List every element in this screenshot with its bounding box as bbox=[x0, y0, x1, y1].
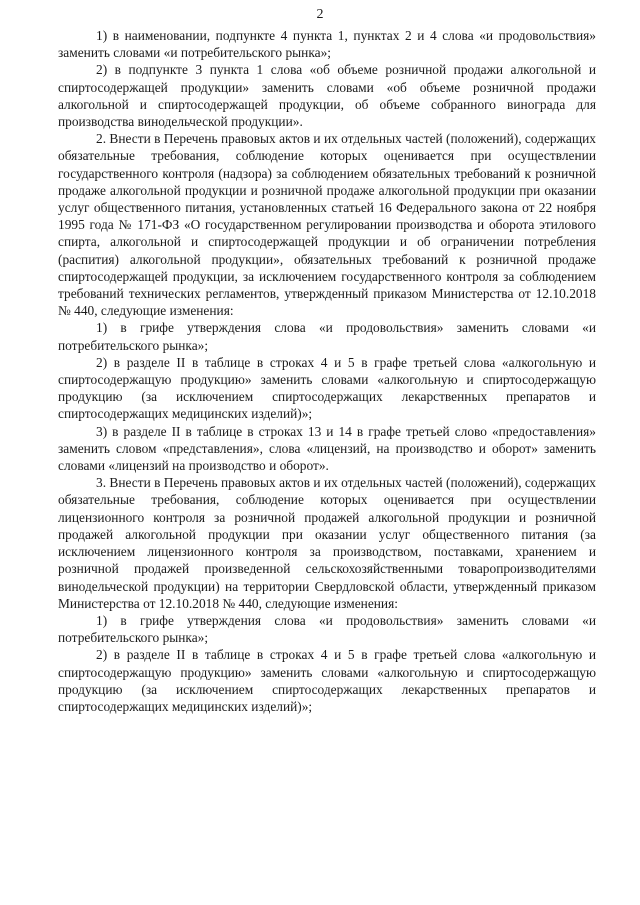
paragraph-3-item-2: 2) в разделе II в таблице в строках 4 и 5 в графе третьей слова «алкогольную и спиртосодержащую продукцию» заменить словами «алкогольную и спиртосодержащую продукцию (за исключением спиртосодержащих лекарственных препаратов и спиртосодержащих медицинских изделий)»; bbox=[58, 647, 596, 714]
document-body bbox=[58, 27, 596, 715]
page-number: 2 bbox=[316, 7, 324, 22]
paragraph-3-item-1: 1) в грифе утверждения слова «и продовольствия» заменить словами «и потребительского рынка»; bbox=[58, 612, 596, 646]
paragraph-1-item-1: 1) в наименовании, подпункте 4 пункта 1, пунктах 2 и 4 слова «и продовольствия» заменить словами «и потребительского рынка»; bbox=[58, 28, 596, 61]
paragraph-2-item-3: 3) в разделе II в таблице в строках 13 и 14 в графе третьей слово «предоставления» заменить словом «представления», слова «лицензий, на производство и оборот» заменить словами «лицензий на производство и оборот». bbox=[58, 423, 596, 474]
paragraph-3: 3. Внести в Перечень правовых актов и их отдельных частей (положений), содержащих обязательные требования, соблюдение которых оценивается при осуществлении лицензионного контроля за розничной продажей алкогольной продукции и розничной продажей алкогольной продукции при оказании услуг общественного питания (за исключением лицензионного контроля за производством, поставками, хранением и розничной продажей произведенной сельскохозяйственными товаропроизводителями винодельческой продукции) на территории Свердловской области, утвержденный приказом Министерства от 12.10.2018 № 440, следующие изменения: bbox=[58, 475, 596, 611]
paragraph-2-item-1: 1) в грифе утверждения слова «и продовольствия» заменить словами «и потребительского рынка»; bbox=[58, 320, 596, 353]
paragraph-2-item-2: 2) в разделе II в таблице в строках 4 и 5 в графе третьей слова «алкогольную и спиртосодержащую продукцию» заменить словами «алкогольную и спиртосодержащую продукцию (за исключением спиртосодержащих лекарственных препаратов и спиртосодержащих медицинских изделий)»; bbox=[58, 354, 596, 422]
paragraph-2: 2. Внести в Перечень правовых актов и их отдельных частей (положений), содержащих обязательные требования, соблюдение которых оценивается при осуществлении государственного контроля (надзора) за соблюдением обязательных требований к розничной продаже алкогольной продукции и розничной продаже алкогольной продукции при оказании услуг общественного питания, установленных статьей 16 Федерального закона от 22 ноября 1995 года № 171-ФЗ «О государственном регулировании производства и оборота этилового спирта, алкогольной и спиртосодержащей продукции и об ограничении потребления (распития) алкогольной продукции», обязательных требований к розничной продаже спиртосодержащей продукции, за исключением государственного контроля за соблюдением требований технических регламентов, утвержденный приказом Министерства от 12.10.2018 № 440, следующие изменения: bbox=[58, 131, 596, 319]
paragraph-1-item-2: 2) в подпункте 3 пункта 1 слова «об объеме розничной продажи алкогольной и спиртосодержащей продукции» заменить словами «об объеме розничной продажи алкогольной и спиртосодержащей продукции, об объеме собранного винограда для производства винодельческой продукции». bbox=[58, 62, 596, 130]
